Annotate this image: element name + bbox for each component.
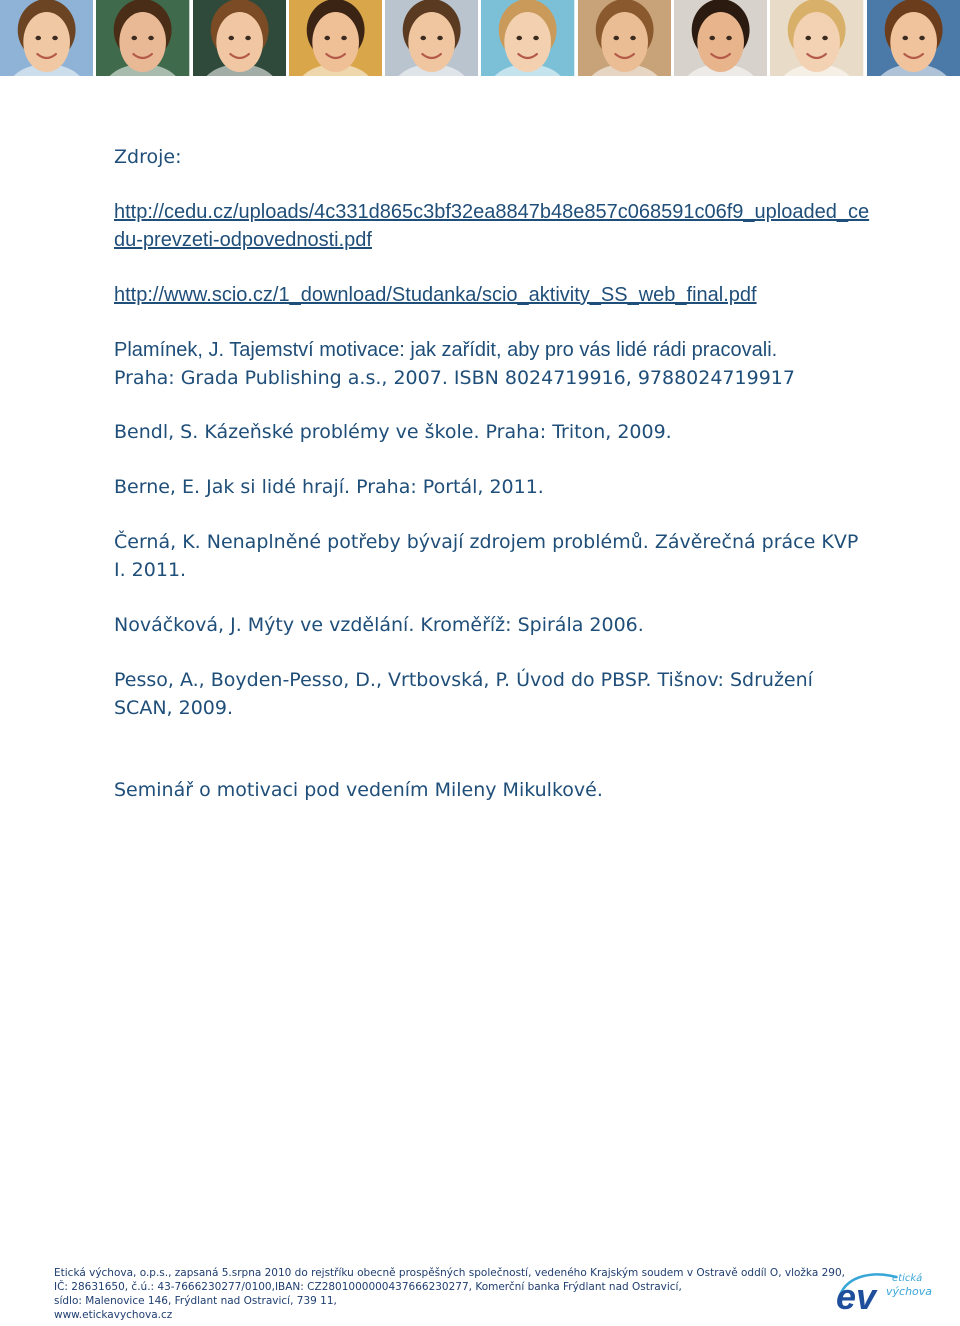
- reference-planinek: [114, 336, 874, 392]
- photo-eye-left: [35, 36, 41, 40]
- photo-face: [23, 12, 70, 72]
- photo-eye-right: [341, 36, 347, 40]
- photo-face: [794, 12, 841, 72]
- sources-heading: Zdroje:: [114, 146, 182, 168]
- logo-word-eticka: etická: [892, 1273, 923, 1284]
- photo-face: [216, 12, 263, 72]
- photo-face: [601, 12, 648, 72]
- photo-face: [312, 12, 359, 72]
- header-photo: [578, 0, 671, 76]
- photo-eye-left: [132, 36, 138, 40]
- footer-address: sídlo: Malenovice 146, Frýdlant nad Ostravicí, 739 11,: [54, 1295, 337, 1307]
- header-photo: [481, 0, 574, 76]
- header-photo: [385, 0, 478, 76]
- footer-bank-details: IČ: 28631650, č.ú.: 43-7666230277/0100,IBAN: CZ2801000000437666230277, Komerční banka Frýdlant nad Ostravicí,: [54, 1281, 682, 1293]
- reference-berne: Berne, E. Jak si lidé hrají. Praha: Portál, 2011.: [114, 476, 544, 498]
- seminar-note: Seminář o motivaci pod vedením Mileny Mikulkové.: [114, 779, 603, 801]
- photo-eye-right: [726, 36, 732, 40]
- header-photo: [867, 0, 960, 76]
- photo-eye-left: [806, 36, 812, 40]
- reference-bendl: Bendl, S. Kázeňské problémy ve škole. Praha: Triton, 2009.: [114, 421, 672, 443]
- reference-pesso: Pesso, A., Boyden-Pesso, D., Vrtbovská, P. Úvod do PBSP. Tišnov: Sdružení SCAN, 2009.: [114, 669, 813, 719]
- footer-website[interactable]: www.etickavychova.cz: [54, 1309, 173, 1321]
- photo-eye-left: [228, 36, 234, 40]
- etickavychova-logo: [834, 1265, 939, 1313]
- photo-eye-left: [421, 36, 427, 40]
- source-link-scio[interactable]: http://www.scio.cz/1_download/Studanka/scio_aktivity_SS_web_final.pdf: [114, 284, 757, 306]
- source-link-cedu[interactable]: http://cedu.cz/uploads/4c331d865c3bf32ea8847b48e857c068591c06f9_uploaded_cedu-prevzeti-odpovednosti.pdf: [114, 201, 870, 251]
- photo-face: [409, 12, 456, 72]
- logo-word-vychova: výchova: [886, 1285, 933, 1298]
- logo-letters: ev: [836, 1276, 877, 1313]
- reference-novackova: Nováčková, J. Mýty ve vzdělání. Kroměříž: Spirála 2006.: [114, 614, 644, 636]
- photo-eye-right: [149, 36, 155, 40]
- footer: [54, 1266, 845, 1322]
- header-photo: [674, 0, 767, 76]
- photo-face: [505, 12, 552, 72]
- photo-face: [890, 12, 937, 72]
- photo-eye-right: [919, 36, 925, 40]
- photo-eye-left: [324, 36, 330, 40]
- photo-face: [120, 12, 167, 72]
- photo-eye-right: [245, 36, 251, 40]
- photo-eye-right: [437, 36, 443, 40]
- header-photo-strip: [0, 0, 960, 76]
- logo-graphic: [834, 1265, 939, 1313]
- photo-eye-right: [534, 36, 540, 40]
- photo-eye-left: [710, 36, 716, 40]
- reference-planinek-title: Plamínek, J. Tajemství motivace: jak zařídit, aby pro vás lidé rádi pracovali.: [114, 339, 778, 361]
- header-photo: [0, 0, 93, 76]
- header-photo: [770, 0, 863, 76]
- header-photo: [193, 0, 286, 76]
- photo-eye-left: [613, 36, 619, 40]
- photo-eye-right: [52, 36, 58, 40]
- header-photo: [96, 0, 189, 76]
- footer-registration: Etická výchova, o.p.s., zapsaná 5.srpna 2010 do rejstříku obecně prospěšných společností, vedeného Krajským soudem v Ostravě oddíl O, vložka 290,: [54, 1267, 845, 1279]
- header-photo: [289, 0, 382, 76]
- reference-cerna: Černá, K. Nenaplněné potřeby bývají zdrojem problémů. Závěrečná práce KVP I. 2011.: [114, 531, 859, 581]
- photo-eye-right: [823, 36, 829, 40]
- photo-face: [697, 12, 744, 72]
- photo-eye-right: [630, 36, 636, 40]
- sources-section: [114, 143, 874, 804]
- photo-eye-left: [517, 36, 523, 40]
- reference-planinek-publisher: Praha: Grada Publishing a.s., 2007. ISBN 8024719916, 9788024719917: [114, 367, 795, 389]
- photo-eye-left: [902, 36, 908, 40]
